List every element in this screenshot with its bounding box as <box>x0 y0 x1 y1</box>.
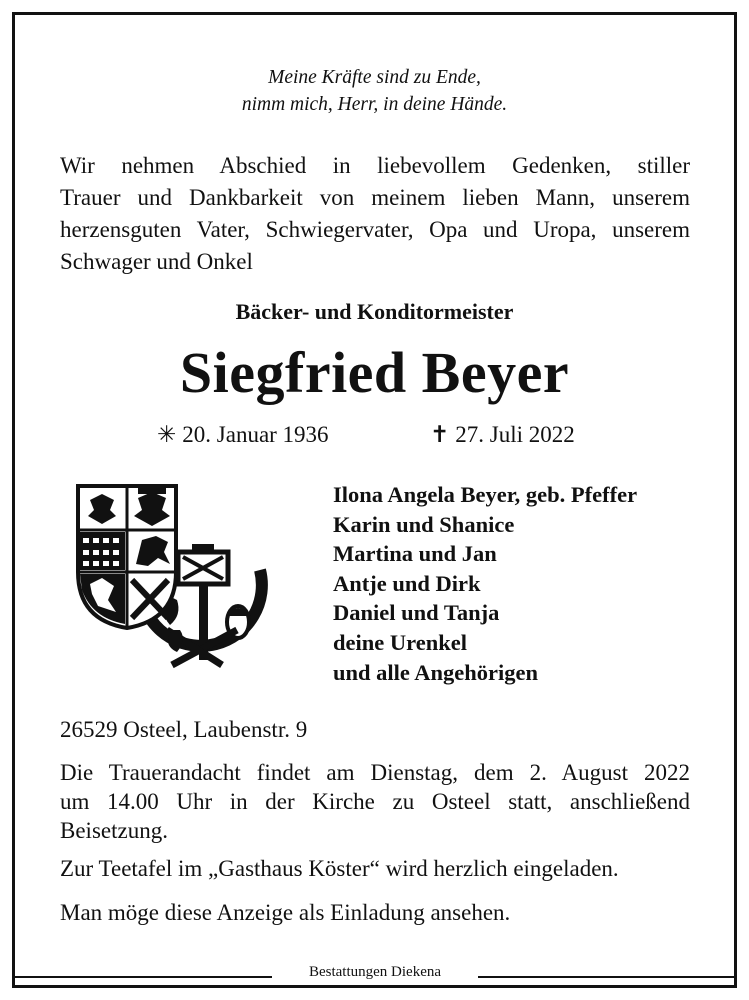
footer-rule-left <box>12 976 272 978</box>
family-member: Karin und Shanice <box>333 511 515 537</box>
service-info <box>60 758 690 845</box>
profession-title: Bäcker- und Konditormeister <box>235 299 514 324</box>
cross-icon: ✝ <box>430 422 450 447</box>
tea-invitation: Zur Teetafel im „Gasthaus Köster“ wird herzlich eingeladen. <box>60 856 619 881</box>
service-line: Beisetzung. <box>60 818 168 843</box>
funeral-home-credit: Bestattungen Diekena <box>272 964 478 981</box>
service-line: um 14.00 Uhr in der Kirche zu Osteel statt, anschließend <box>60 789 690 814</box>
family-member: und alle Angehörigen <box>333 659 539 685</box>
intro-line: Trauer und Dankbarkeit von meinem lieben Mann, unserem <box>60 185 690 210</box>
family-member: deine Urenkel <box>333 629 467 655</box>
footer-rule-right <box>478 976 737 978</box>
intro-line: Schwager und Onkel <box>60 249 253 274</box>
birth-date <box>157 422 329 448</box>
death-date <box>430 422 575 448</box>
birth-date-text: 20. Januar 1936 <box>182 422 329 447</box>
family-member: Antje und Dirk <box>333 570 481 596</box>
invitation-note: Man möge diese Anzeige als Einladung ansehen. <box>60 900 511 925</box>
intro-line: herzensguten Vater, Schwiegervater, Opa und Uropa, unserem <box>60 217 690 242</box>
coat-of-arms-emblem-icon <box>72 480 272 680</box>
service-line: Die Trauerandacht findet am Dienstag, dem 2. August 2022 <box>60 760 690 785</box>
family-list <box>333 480 637 687</box>
verse-line-2: nimm mich, Herr, in deine Hände. <box>241 94 508 115</box>
asterisk-icon: ✳ <box>157 422 177 447</box>
intro-text <box>60 150 690 278</box>
intro-line: Wir nehmen Abschied in liebevollem Gedenken, stiller <box>60 153 690 178</box>
verse <box>0 64 749 118</box>
deceased-name: Siegfried Beyer <box>179 340 570 405</box>
death-date-text: 27. Juli 2022 <box>455 422 575 447</box>
family-member: Martina und Jan <box>333 541 497 567</box>
family-member: Ilona Angela Beyer, geb. Pfeffer <box>333 482 638 507</box>
family-member: Daniel und Tanja <box>333 600 500 626</box>
verse-line-1: Meine Kräfte sind zu Ende, <box>268 67 481 88</box>
address: 26529 Osteel, Laubenstr. 9 <box>60 717 308 742</box>
